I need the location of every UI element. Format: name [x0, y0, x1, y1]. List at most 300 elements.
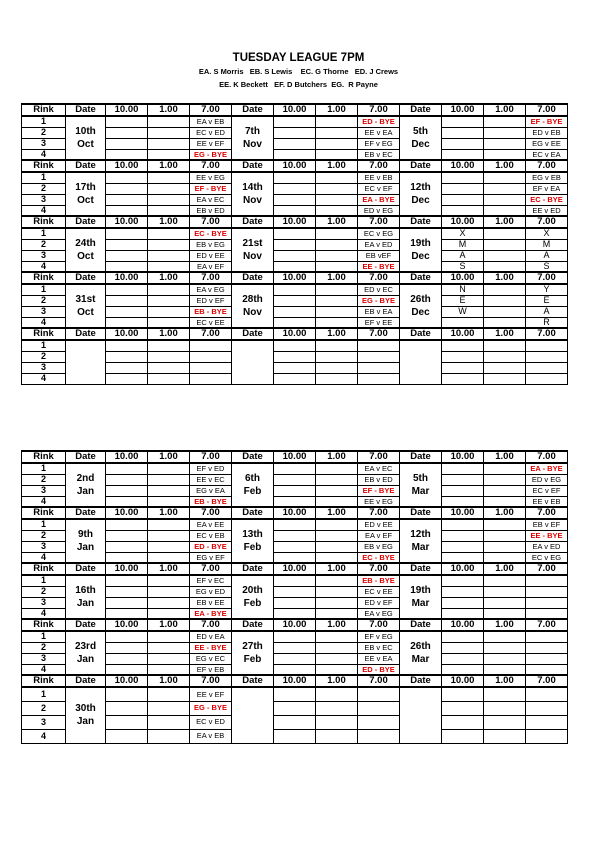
column-header: 10.00: [274, 104, 316, 116]
date-cell: 26th Mar: [400, 631, 442, 675]
column-header: Date: [400, 104, 442, 116]
fixture-cell: [316, 701, 358, 715]
fixture-cell: A: [442, 250, 484, 261]
fixture-cell: [148, 317, 190, 328]
column-header: Date: [400, 451, 442, 463]
rink-number: 1: [22, 116, 66, 127]
fixture-cell: [316, 653, 358, 664]
fixture-cell: Y: [526, 284, 568, 295]
fixture-cell: [274, 474, 316, 485]
rink-number: 3: [22, 597, 66, 608]
fixture-cell: [274, 701, 316, 715]
column-header: 1.00: [316, 563, 358, 575]
fixture-cell: EA v EB: [190, 729, 232, 743]
fixture-cell: EG v ED: [190, 586, 232, 597]
fixture-cell: EC v ED: [190, 715, 232, 729]
column-header: Date: [66, 507, 106, 519]
fixture-cell: [316, 351, 358, 362]
header-row: [22, 451, 568, 463]
fixture-cell: [106, 701, 148, 715]
fixture-cell: [484, 463, 526, 474]
fixture-cell: [106, 608, 148, 619]
fixture-cell: [148, 373, 190, 384]
fixture-cell: [274, 295, 316, 306]
fixture-cell: [148, 608, 190, 619]
date-cell: 21st Nov: [232, 228, 274, 272]
fixture-cell: ED v EE: [358, 519, 400, 530]
rink-number: 2: [22, 239, 66, 250]
fixture-cell: [316, 729, 358, 743]
fixture-cell: [442, 183, 484, 194]
column-header: 10.00: [274, 451, 316, 463]
fixture-cell: [526, 575, 568, 586]
fixture-cell: EB v EA: [358, 306, 400, 317]
column-header: 1.00: [484, 619, 526, 631]
column-header: 10.00: [274, 328, 316, 340]
column-header: 1.00: [148, 675, 190, 687]
fixture-cell: [148, 474, 190, 485]
date-cell: 31st Oct: [66, 284, 106, 328]
fixture-cell: [106, 127, 148, 138]
column-header: 1.00: [316, 619, 358, 631]
fixture-cell: [316, 362, 358, 373]
fixture-cell: [148, 116, 190, 127]
column-header: 7.00: [190, 451, 232, 463]
column-header: 10.00: [274, 675, 316, 687]
column-header: 7.00: [190, 675, 232, 687]
column-header: 1.00: [148, 619, 190, 631]
fixture-cell: [274, 664, 316, 675]
fixture-cell: [148, 239, 190, 250]
column-header: Date: [400, 563, 442, 575]
fixture-cell: [316, 519, 358, 530]
column-header: Date: [66, 104, 106, 116]
column-header: 7.00: [190, 216, 232, 228]
fixture-cell: [274, 228, 316, 239]
fixture-cell: [106, 373, 148, 384]
date-cell: 5th Mar: [400, 463, 442, 507]
rink-number: 3: [22, 194, 66, 205]
fixture-cell: [316, 530, 358, 541]
rink-number: 2: [22, 295, 66, 306]
fixture-cell: [484, 317, 526, 328]
rink-number: 2: [22, 586, 66, 597]
rink-row: [22, 575, 568, 586]
column-header: 7.00: [358, 272, 400, 284]
fixture-cell: [274, 586, 316, 597]
fixture-cell: [274, 250, 316, 261]
fixture-cell: [442, 519, 484, 530]
teams-legend-line-1: EA. S Morris EB. S Lewis EC. G Thorne ED. J Crews: [198, 67, 399, 76]
fixture-cell: [316, 608, 358, 619]
rink-row: [22, 116, 568, 127]
column-header: 10.00: [106, 507, 148, 519]
rink-row: [22, 284, 568, 295]
fixture-cell: [484, 729, 526, 743]
fixture-cell: [316, 340, 358, 351]
fixture-cell: [526, 608, 568, 619]
column-header: 7.00: [526, 619, 568, 631]
fixture-cell: [484, 474, 526, 485]
fixture-cell: [106, 205, 148, 216]
rink-number: 1: [22, 519, 66, 530]
column-header: 1.00: [484, 104, 526, 116]
fixture-cell: [274, 597, 316, 608]
column-header: Date: [232, 451, 274, 463]
fixture-cell: [484, 205, 526, 216]
rink-number: 2: [22, 530, 66, 541]
fixture-cell: [484, 228, 526, 239]
fixture-cell: [316, 317, 358, 328]
fixture-cell: [148, 306, 190, 317]
fixture-cell: [316, 138, 358, 149]
fixture-cell: [358, 362, 400, 373]
fixture-cell: [148, 575, 190, 586]
fixture-cell: [106, 250, 148, 261]
fixture-cell: EC v EF: [526, 485, 568, 496]
column-header: 1.00: [148, 563, 190, 575]
fixture-cell: [148, 530, 190, 541]
fixture-cell: E: [442, 295, 484, 306]
column-header: 1.00: [316, 104, 358, 116]
fixture-cell: [190, 351, 232, 362]
fixture-cell: [484, 597, 526, 608]
fixture-cell: [274, 127, 316, 138]
fixture-cell: [316, 631, 358, 642]
rink-number: 4: [22, 496, 66, 507]
column-header: 1.00: [148, 451, 190, 463]
column-header: 10.00: [106, 328, 148, 340]
fixture-cell: EG - BYE: [190, 149, 232, 160]
fixture-cell: [526, 373, 568, 384]
column-header: Date: [232, 104, 274, 116]
fixture-cell: [484, 664, 526, 675]
column-header: 10.00: [274, 272, 316, 284]
fixture-cell: [358, 351, 400, 362]
column-header: Rink: [22, 619, 66, 631]
date-cell: 12th Dec: [400, 172, 442, 216]
column-header: Date: [66, 563, 106, 575]
fixture-cell: [190, 362, 232, 373]
rink-number: 1: [22, 631, 66, 642]
column-header: 1.00: [484, 272, 526, 284]
fixture-cell: [106, 541, 148, 552]
column-header: Date: [232, 160, 274, 172]
fixture-cell: A: [526, 250, 568, 261]
fixture-cell: [106, 664, 148, 675]
fixture-cell: [148, 228, 190, 239]
date-cell: 5th Dec: [400, 116, 442, 160]
fixture-cell: [106, 116, 148, 127]
fixture-cell: [442, 116, 484, 127]
column-header: 7.00: [358, 619, 400, 631]
header-row: [22, 507, 568, 519]
fixture-cell: EF v ED: [190, 463, 232, 474]
fixture-cell: [442, 373, 484, 384]
fixture-cell: [316, 194, 358, 205]
fixture-cell: X: [442, 228, 484, 239]
rink-number: 3: [22, 541, 66, 552]
fixture-cell: [316, 642, 358, 653]
fixture-cell: [442, 642, 484, 653]
fixture-cell: [106, 362, 148, 373]
fixture-cell: [358, 373, 400, 384]
column-header: Date: [400, 272, 442, 284]
fixture-cell: [358, 701, 400, 715]
fixture-cell: [316, 250, 358, 261]
fixture-cell: EC v ED: [190, 127, 232, 138]
date-cell: 30th Jan: [66, 687, 106, 743]
fixture-cell: [442, 485, 484, 496]
fixture-cell: EB v EF: [526, 519, 568, 530]
fixture-cell: [526, 729, 568, 743]
fixture-cell: [484, 519, 526, 530]
column-header: Date: [232, 675, 274, 687]
fixture-cell: [316, 183, 358, 194]
fixture-cell: [148, 485, 190, 496]
fixture-cell: [148, 541, 190, 552]
fixture-cell: EG v EE: [526, 138, 568, 149]
column-header: 7.00: [526, 328, 568, 340]
date-cell: 9th Jan: [66, 519, 106, 563]
date-cell: 19th Mar: [400, 575, 442, 619]
fixture-cell: [148, 261, 190, 272]
fixture-cell: EA - BYE: [190, 608, 232, 619]
header-row: [22, 675, 568, 687]
fixture-cell: ED v EG: [358, 205, 400, 216]
rink-number: 1: [22, 228, 66, 239]
fixture-cell: [442, 664, 484, 675]
column-header: 10.00: [442, 619, 484, 631]
fixture-cell: [484, 701, 526, 715]
fixture-cell: [526, 687, 568, 701]
fixture-cell: [442, 340, 484, 351]
column-header: 1.00: [316, 216, 358, 228]
header-row: [22, 272, 568, 284]
fixture-cell: [316, 541, 358, 552]
fixture-cell: [316, 552, 358, 563]
header-row: [22, 160, 568, 172]
fixture-cell: M: [442, 239, 484, 250]
fixture-cell: [484, 485, 526, 496]
fixture-cell: [484, 116, 526, 127]
column-header: 10.00: [442, 104, 484, 116]
fixture-cell: [316, 127, 358, 138]
fixture-cell: [442, 701, 484, 715]
header-row: [22, 619, 568, 631]
fixture-cell: [484, 306, 526, 317]
fixture-cell: EE - BYE: [358, 261, 400, 272]
column-header: 7.00: [190, 619, 232, 631]
fixture-cell: EF v EG: [358, 631, 400, 642]
fixture-cell: [316, 239, 358, 250]
fixture-cell: EE v EB: [358, 172, 400, 183]
rink-number: 2: [22, 351, 66, 362]
fixture-cell: EB v ED: [358, 474, 400, 485]
fixture-cell: EG v EB: [526, 172, 568, 183]
column-header: Date: [66, 451, 106, 463]
column-header: 10.00: [106, 104, 148, 116]
column-header: 10.00: [106, 563, 148, 575]
column-header: 7.00: [190, 507, 232, 519]
column-header: 10.00: [442, 507, 484, 519]
fixture-cell: [316, 687, 358, 701]
fixture-cell: [442, 608, 484, 619]
fixture-cell: EA v EC: [358, 463, 400, 474]
fixture-cell: [148, 284, 190, 295]
date-cell: 23rd Jan: [66, 631, 106, 675]
fixture-cell: [442, 653, 484, 664]
fixture-cell: [274, 306, 316, 317]
date-cell: 19th Dec: [400, 228, 442, 272]
fixture-cell: [274, 317, 316, 328]
column-header: 7.00: [190, 563, 232, 575]
rink-row: [22, 519, 568, 530]
fixture-cell: ED - BYE: [190, 541, 232, 552]
column-header: Date: [232, 216, 274, 228]
fixture-cell: [442, 631, 484, 642]
fixture-cell: EG v EA: [190, 485, 232, 496]
fixture-cell: [148, 463, 190, 474]
column-header: Date: [66, 619, 106, 631]
column-header: 1.00: [148, 160, 190, 172]
column-header: Date: [400, 507, 442, 519]
date-cell: [66, 340, 106, 384]
fixture-cell: [106, 474, 148, 485]
fixture-cell: [106, 642, 148, 653]
column-header: 10.00: [106, 272, 148, 284]
column-header: 7.00: [358, 451, 400, 463]
fixture-cell: EC v EG: [526, 552, 568, 563]
fixture-cell: [484, 250, 526, 261]
fixture-cell: EA v ED: [526, 541, 568, 552]
date-cell: 24th Oct: [66, 228, 106, 272]
column-header: 10.00: [442, 675, 484, 687]
fixture-cell: [526, 701, 568, 715]
fixture-cell: EC - BYE: [190, 228, 232, 239]
fixture-cell: [484, 239, 526, 250]
fixture-cell: [274, 183, 316, 194]
column-header: 10.00: [442, 451, 484, 463]
column-header: Rink: [22, 160, 66, 172]
fixture-cell: [316, 306, 358, 317]
fixture-cell: EB v EE: [190, 597, 232, 608]
column-header: Date: [232, 328, 274, 340]
fixture-cell: [316, 496, 358, 507]
fixture-cell: EF - BYE: [358, 485, 400, 496]
fixture-cell: ED v EE: [190, 250, 232, 261]
header-row: [22, 216, 568, 228]
fixture-cell: [274, 362, 316, 373]
fixture-cell: [106, 228, 148, 239]
fixture-cell: [106, 715, 148, 729]
column-header: 10.00: [106, 160, 148, 172]
rink-number: 2: [22, 127, 66, 138]
fixture-cell: [316, 715, 358, 729]
fixture-cell: EF v EG: [358, 138, 400, 149]
fixture-cell: [274, 373, 316, 384]
fixture-cell: [442, 463, 484, 474]
fixture-cell: [106, 261, 148, 272]
column-header: Rink: [22, 328, 66, 340]
fixture-cell: [106, 194, 148, 205]
fixture-cell: [484, 138, 526, 149]
fixture-cell: [106, 631, 148, 642]
fixture-cell: [274, 463, 316, 474]
fixture-cell: EG - BYE: [190, 701, 232, 715]
fixture-cell: [484, 552, 526, 563]
fixture-cell: [316, 172, 358, 183]
fixture-cell: [148, 295, 190, 306]
fixture-cell: [484, 373, 526, 384]
fixture-cell: [148, 149, 190, 160]
fixture-cell: [442, 715, 484, 729]
fixture-cell: [484, 261, 526, 272]
column-header: 10.00: [442, 563, 484, 575]
column-header: 7.00: [358, 216, 400, 228]
fixture-cell: [274, 608, 316, 619]
fixture-cell: EB v EG: [190, 239, 232, 250]
rink-number: 2: [22, 183, 66, 194]
fixture-cell: [484, 351, 526, 362]
fixture-cell: [106, 306, 148, 317]
column-header: 10.00: [106, 451, 148, 463]
fixture-cell: [316, 295, 358, 306]
fixture-cell: EB vEF: [358, 250, 400, 261]
fixture-cell: [316, 597, 358, 608]
fixture-cell: [106, 463, 148, 474]
fixture-cell: EA v EC: [190, 194, 232, 205]
fixture-cell: EE - BYE: [526, 530, 568, 541]
rink-number: 4: [22, 205, 66, 216]
fixture-cell: [526, 351, 568, 362]
fixture-cell: N: [442, 284, 484, 295]
column-header: 7.00: [358, 328, 400, 340]
fixture-cell: [274, 172, 316, 183]
column-header: 1.00: [316, 507, 358, 519]
fixture-cell: EE v EA: [358, 653, 400, 664]
fixture-cell: [484, 172, 526, 183]
fixture-cell: EF - BYE: [190, 183, 232, 194]
column-header: Rink: [22, 216, 66, 228]
fixture-cell: M: [526, 239, 568, 250]
rink-number: 2: [22, 701, 66, 715]
fixture-cell: [148, 653, 190, 664]
fixture-cell: [148, 138, 190, 149]
fixture-cell: [148, 586, 190, 597]
column-header: 7.00: [526, 216, 568, 228]
fixture-cell: [148, 351, 190, 362]
fixture-cell: ED - BYE: [358, 116, 400, 127]
fixture-cell: EC v EA: [526, 149, 568, 160]
fixture-cell: ED v EB: [526, 127, 568, 138]
fixture-cell: EC v EB: [190, 530, 232, 541]
rink-number: 3: [22, 306, 66, 317]
column-header: Date: [232, 619, 274, 631]
fixture-cell: EB - BYE: [190, 306, 232, 317]
fixture-cell: EE v EF: [190, 138, 232, 149]
fixture-cell: [106, 284, 148, 295]
fixture-cell: [148, 597, 190, 608]
fixture-cell: ED v EF: [358, 597, 400, 608]
column-header: 7.00: [358, 160, 400, 172]
column-header: 10.00: [106, 675, 148, 687]
date-cell: 28th Nov: [232, 284, 274, 328]
fixture-cell: [274, 239, 316, 250]
fixture-cell: [106, 340, 148, 351]
fixture-cell: [316, 261, 358, 272]
fixture-cell: EB v ED: [190, 205, 232, 216]
